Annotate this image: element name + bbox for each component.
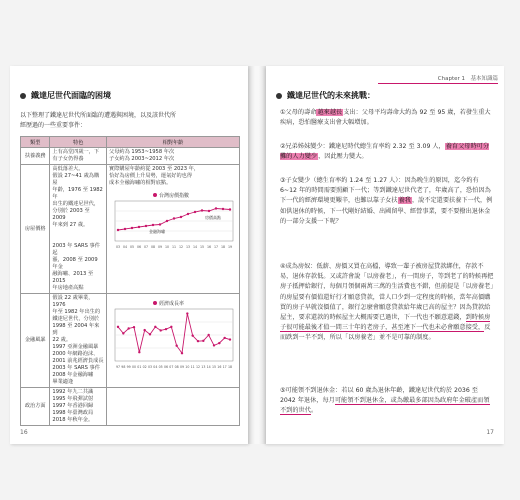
x-tick-label: 05 [129, 245, 135, 249]
data-point [215, 207, 217, 209]
feature-line: 1997 亞洲金融風暴 [52, 344, 99, 350]
x-tick-label: 18 [227, 365, 233, 369]
x-tick-label: 13 [201, 365, 206, 369]
row-feature [50, 148, 107, 165]
right-section-title [276, 90, 375, 101]
feature-line: 出生的鐵達尼世代， [52, 201, 100, 207]
row-category: 政治方面 [21, 388, 50, 426]
para-text: ⑤可能領不到退休金：若以 60 歲為退休年齡，鐵達尼世代約於 2036 至 2042 年退休，每月 [280, 387, 478, 405]
economic-growth-chart [109, 297, 237, 371]
age-line: 恰好為房價上升局勢，運氣好的也得 [109, 173, 193, 179]
data-point [159, 223, 161, 225]
para-text: ③子女變少（總生育率約 1.24 至 1.27 人）：因為晚生的原因，迄今約有 6~12 年的時間需要照顧下一代；等到鐵達尼世代老了，年歲高了，恐怕因為下一代的經濟環境更艱辛，也難以靠子女扶 [280, 177, 491, 205]
x-tick-label: 09 [179, 365, 185, 369]
feature-line: 融海嘯、2013 至 2015 [52, 271, 94, 284]
row-age [107, 165, 240, 294]
data-point [207, 334, 209, 336]
data-point [223, 337, 225, 339]
age-line: 父母約為 1953~1958 年次 [109, 149, 175, 155]
x-tick-label: 16 [217, 365, 222, 369]
table-header-row [21, 137, 240, 148]
data-point [165, 328, 167, 330]
data-point [166, 220, 168, 222]
data-point [191, 334, 193, 336]
left-intro [20, 111, 240, 131]
x-tick-label: 13 [185, 245, 191, 249]
row-feature [50, 388, 107, 426]
left-page [10, 66, 248, 444]
feature-line: 22 歲。 [52, 337, 72, 343]
para-text: 要求還款的時候屋主大概需要已過世，下一代也不願意還錢， [298, 314, 466, 322]
feature-line: 2003 年 SARS 事件 [52, 365, 100, 371]
x-tick-label: 10 [185, 365, 190, 369]
feature-line: 假設 27~41 歲為購屋 [52, 173, 100, 186]
x-tick-label: 07 [143, 245, 149, 249]
age-line: 子女約為 2003~2012 年次 [109, 156, 175, 162]
feature-line: 1998 至 2004 年來到 [52, 323, 100, 336]
paragraph-3 [280, 176, 494, 227]
data-point [127, 327, 129, 329]
x-tick-label: 09 [157, 245, 163, 249]
feature-line: 高低落差大。 [52, 166, 84, 172]
data-point [122, 332, 124, 334]
para-text: 。 [310, 407, 318, 415]
data-point [186, 312, 188, 314]
data-point [175, 345, 177, 347]
feature-line: 年齡，1976 至 1982 年 [52, 187, 103, 200]
para-text: 支出：父母平均壽命大約為 92 至 95 歲，若發生重大疾病，恐怕醫療支出會大幅增加。 [280, 109, 491, 127]
annotation-label: 房價高點 [205, 215, 221, 220]
table-header: 特色 [50, 137, 107, 148]
x-tick-label: 08 [174, 365, 179, 369]
data-point [145, 225, 147, 227]
highlight-text: 養我 [398, 197, 411, 205]
legend-marker [153, 301, 157, 305]
data-point [213, 344, 215, 346]
table-header: 類型 [21, 137, 50, 148]
x-tick-label: 14 [192, 245, 198, 249]
data-point [131, 227, 133, 229]
data-point [173, 217, 175, 219]
paragraph-5 [280, 386, 494, 417]
x-tick-label: 04 [122, 245, 128, 249]
feature-line: 年至 1982 年出生的 [52, 309, 101, 315]
x-tick-label: 12 [195, 365, 201, 369]
para-text: ，說不定還要扶養下一代，例如供退休的時候，下一代剛好結婚、出國留學、經營事業，要不要撥出退休金的一部分支援一下呢？ [280, 197, 493, 225]
feature-line: 2008 年金融海嘯 [52, 372, 94, 378]
para-text: 反而跌到一半不到，所以「以房養老」並不是可靠的制度。 [280, 324, 491, 342]
feature-line: 上有高堂四歲一，下 [52, 149, 100, 155]
feature-line: 鐵達尼世代，分別於 [52, 316, 100, 322]
chapter-header: Chapter 1 基本知識篇 [437, 76, 498, 82]
para-text: ，因此壓力變大。 [318, 153, 368, 161]
feature-line: 假設 22 歲畢業，1976 [52, 295, 94, 308]
feature-line: 年來到 27 歲。 [52, 222, 89, 228]
x-tick-label: 15 [211, 365, 217, 369]
paragraph-4 [280, 262, 494, 344]
data-point [201, 209, 203, 211]
data-point [208, 210, 210, 212]
data-point [187, 213, 189, 215]
table-row [21, 294, 240, 388]
left-section-title [20, 90, 111, 101]
x-tick-label: 02 [142, 365, 147, 369]
x-tick-label: 07 [169, 365, 174, 369]
feature-line: 1998 年臺灣政局 [52, 410, 94, 416]
x-tick-label: 19 [227, 245, 233, 249]
x-tick-label: 18 [220, 245, 226, 249]
feature-line: 1995 年飛彈試射 [52, 396, 94, 402]
data-point [117, 326, 119, 328]
feature-line: 2003 年 SARS 事件起 [52, 243, 100, 256]
age-line: 成本全融海嘯的相對底點。 [109, 180, 172, 186]
feature-line: 2001 前兆經濟負成長 [52, 358, 104, 364]
x-tick-label: 01 [137, 365, 142, 369]
data-point [133, 326, 135, 328]
data-point [138, 351, 140, 353]
data-point [159, 329, 161, 331]
x-tick-label: 11 [190, 365, 195, 369]
data-point [218, 342, 220, 344]
data-point [117, 229, 119, 231]
left-section-title-text: 鐵達尼世代面臨的困境 [31, 91, 111, 100]
x-tick-label: 10 [164, 245, 170, 249]
data-point [197, 340, 199, 342]
highlight-text: 越來越長 [317, 109, 343, 116]
feature-line: 分別於 2003 至 2009 [52, 208, 90, 221]
intro-line-1: 以下整理了鐵達尼世代所面臨的遭遇與困境，以及該世代所 [20, 112, 177, 119]
data-point [143, 329, 145, 331]
data-point [222, 208, 224, 210]
row-category: 房屋價格 [21, 165, 50, 294]
table-row [21, 148, 240, 165]
underlined-text: 可能領不到退休金，或為繳最多部因為政府年金破產而領不到的世代 [280, 397, 490, 415]
para-text: ①父母的壽命 [280, 109, 317, 116]
legend-marker [153, 193, 157, 197]
feature-line: 有子女仍得養 [52, 156, 84, 162]
data-point [138, 226, 140, 228]
data-point [124, 228, 126, 230]
data-point [154, 326, 156, 328]
feature-line: 年房地產高點 [52, 285, 84, 291]
x-tick-label: 11 [171, 245, 177, 249]
row-category: 金融風暴 [21, 294, 50, 388]
x-tick-label: 08 [150, 245, 156, 249]
x-tick-label: 97 [115, 365, 121, 369]
data-point [229, 338, 231, 340]
page-number: 17 [486, 429, 494, 436]
house-price-chart [109, 189, 237, 251]
row-age [107, 388, 240, 426]
underlined-text: 到時候房子很可能最後才值一間三十年的老房子，甚至連下一代也未必會願意接受， [280, 314, 491, 332]
x-tick-label: 06 [136, 245, 142, 249]
x-tick-label: 99 [126, 365, 131, 369]
bullet-icon [276, 93, 282, 99]
comparison-table [20, 136, 240, 426]
data-point [180, 216, 182, 218]
paragraph-1 [280, 108, 494, 128]
x-tick-label: 06 [163, 365, 169, 369]
x-tick-label: 03 [115, 245, 121, 249]
bullet-icon [20, 93, 26, 99]
legend-label: 台灣房價指數 [159, 193, 190, 199]
row-age [107, 294, 240, 388]
x-tick-label: 05 [158, 365, 163, 369]
book-gutter [248, 66, 266, 444]
para-text: ④成為房奴：低薪、房價又買在高檔，導致一輩子被房屋貸款綁住，存款不易，退休存款低。又或許會說「以房養老」，有一間房子，等到老了的時候再把房子抵押給銀行，每個月領個兩萬三萬的生活費也不錯，但前提是「以房養老」的房屋要有價值還好行才願意貸款，當人口少到一定程度的時候，當年高價購買的房子早就沒價值了，銀行怎麼會願意貸款給年歲已高的屋主？因為貸款給屋主， [280, 263, 494, 322]
annotation-label: 金融海嘯 [149, 229, 165, 234]
right-section-title-text: 鐵達尼世代的未來挑戰： [287, 91, 375, 100]
table-row [21, 165, 240, 294]
table-header: 相對年齡 [107, 137, 240, 148]
feature-line: 1992 年九二共識 [52, 389, 94, 395]
x-tick-label: 00 [131, 365, 137, 369]
x-tick-label: 03 [147, 365, 153, 369]
row-age [107, 148, 240, 165]
para-text: ②兄弟姊妹變少：鐵達尼時代總生育率約 2.32 至 3.09 人， [280, 143, 445, 150]
feature-line: 2000 年網路泡沫、 [52, 351, 99, 357]
feature-line: 2018 年秋年金。 [52, 417, 94, 423]
intro-line-2: 經歷過的一些重要事件： [20, 122, 87, 129]
data-point [229, 208, 231, 210]
legend-label: 經濟成長率 [159, 301, 185, 307]
x-tick-label: 12 [178, 245, 184, 249]
chapter-divider [378, 83, 498, 84]
data-point [202, 340, 204, 342]
right-page [266, 66, 504, 444]
row-category: 扶養義務 [21, 148, 50, 165]
data-point [170, 326, 172, 328]
age-line: 實際購屋年齡約從 2003 至 2023 年， [109, 166, 200, 172]
x-tick-label: 15 [199, 245, 205, 249]
row-feature [50, 165, 107, 294]
x-tick-label: 14 [206, 365, 211, 369]
x-tick-label: 98 [121, 365, 126, 369]
data-point [152, 224, 154, 226]
x-tick-label: 17 [213, 245, 219, 249]
x-tick-label: 04 [153, 365, 158, 369]
highlight-text: 養育父母時可分攤的人力變少 [280, 143, 490, 161]
data-point [194, 211, 196, 213]
feature-line: 漲，2008 至 2009 年金 [52, 257, 98, 270]
row-feature [50, 294, 107, 388]
data-point [149, 333, 151, 335]
page-number: 16 [20, 429, 28, 436]
feature-line: 畢業適逢 [52, 379, 74, 385]
feature-line: 1997 年香港回歸 [52, 403, 94, 409]
table-row [21, 388, 240, 426]
x-tick-label: 16 [206, 245, 212, 249]
x-tick-label: 17 [222, 365, 227, 369]
data-point [181, 352, 183, 354]
paragraph-2 [280, 142, 494, 162]
